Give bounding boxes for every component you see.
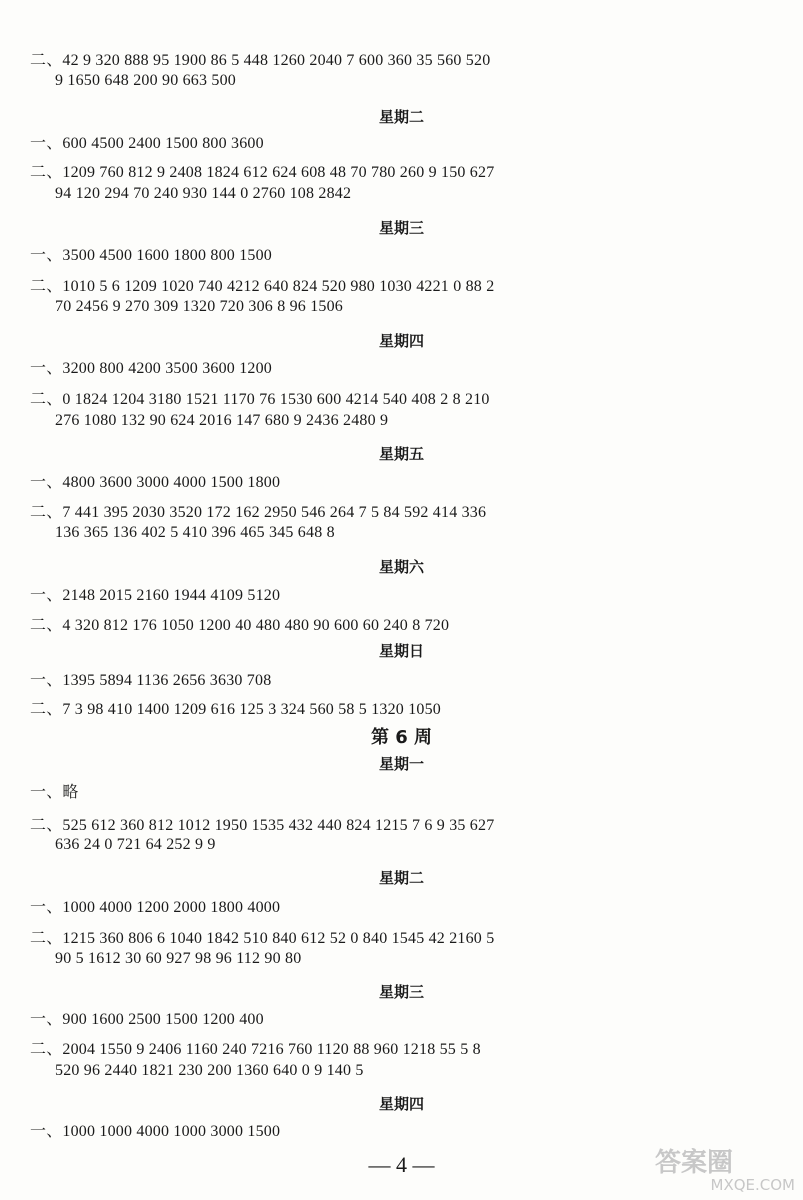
answer-line: 二、7 441 395 2030 3520 172 162 2950 546 264 7 5 84 592 414 336 [30, 504, 487, 521]
watermark-url: MXQE.COM [710, 1176, 795, 1194]
answer-line: 二、1010 5 6 1209 1020 740 4212 640 824 520 980 1030 4221 0 88 2 [30, 278, 495, 295]
answer-line: 90 5 1612 30 60 927 98 96 112 90 80 [55, 950, 302, 967]
watermark-logo-text: 答案圈 [655, 1148, 734, 1178]
answer-line: 70 2456 9 270 309 1320 720 306 8 96 1506 [55, 298, 343, 315]
answer-line: 一、3500 4500 1600 1800 800 1500 [30, 247, 272, 264]
day-heading: 星期三 [378, 983, 424, 1001]
answer-line: 一、600 4500 2400 1500 800 3600 [30, 135, 264, 152]
answer-line: 一、2148 2015 2160 1944 4109 5120 [30, 587, 281, 604]
day-heading: 星期二 [378, 108, 424, 126]
day-heading: 星期四 [378, 1095, 424, 1113]
answer-line: 一、4800 3600 3000 4000 1500 1800 [30, 474, 281, 491]
answer-line: 520 96 2440 1821 230 200 1360 640 0 9 140 5 [55, 1062, 364, 1079]
answer-line: 二、525 612 360 812 1012 1950 1535 432 440 824 1215 7 6 9 35 627 [30, 817, 495, 834]
answer-line: 二、1215 360 806 6 1040 1842 510 840 612 52 0 840 1545 42 2160 5 [30, 930, 495, 947]
answer-line: 276 1080 132 90 624 2016 147 680 9 2436 2480 9 [55, 412, 389, 429]
day-heading: 星期三 [378, 219, 424, 237]
day-heading: 星期二 [378, 869, 424, 887]
answer-line: 一、略 [30, 784, 79, 801]
watermark-logo [655, 1142, 795, 1194]
answer-line: 636 24 0 721 64 252 9 9 [55, 836, 216, 853]
answer-line: 一、1000 4000 1200 2000 1800 4000 [30, 899, 281, 916]
answer-line: 二、7 3 98 410 1400 1209 616 125 3 324 560 58 5 1320 1050 [30, 701, 441, 718]
answer-line: 二、1209 760 812 9 2408 1824 612 624 608 48 70 780 260 9 150 627 [30, 164, 495, 181]
day-heading: 星期六 [378, 558, 424, 576]
day-heading: 星期一 [378, 755, 424, 773]
answer-line: 二、2004 1550 9 2406 1160 240 7216 760 1120 88 960 1218 55 5 8 [30, 1041, 481, 1058]
day-heading: 星期日 [378, 642, 424, 660]
answer-line: 一、1000 1000 4000 1000 3000 1500 [30, 1123, 281, 1140]
answer-line: 二、0 1824 1204 3180 1521 1170 76 1530 600 4214 540 408 2 8 210 [30, 391, 490, 408]
day-heading: 星期四 [378, 332, 424, 350]
answer-line: 二、42 9 320 888 95 1900 86 5 448 1260 2040 7 600 360 35 560 520 [30, 52, 491, 69]
answer-line: 一、900 1600 2500 1500 1200 400 [30, 1011, 264, 1028]
answer-line: 136 365 136 402 5 410 396 465 345 648 8 [55, 524, 335, 541]
day-heading: 星期五 [378, 445, 424, 463]
answer-line: 一、3200 800 4200 3500 3600 1200 [30, 360, 272, 377]
page-number: — 4 — [368, 1152, 435, 1177]
answer-line: 二、4 320 812 176 1050 1200 40 480 480 90 600 60 240 8 720 [30, 617, 450, 634]
answer-line: 94 120 294 70 240 930 144 0 2760 108 2842 [55, 185, 352, 202]
week-heading: 第 6 周 [370, 727, 433, 748]
answer-line: 9 1650 648 200 90 663 500 [55, 72, 236, 89]
answer-line: 一、1395 5894 1136 2656 3630 708 [30, 672, 272, 689]
